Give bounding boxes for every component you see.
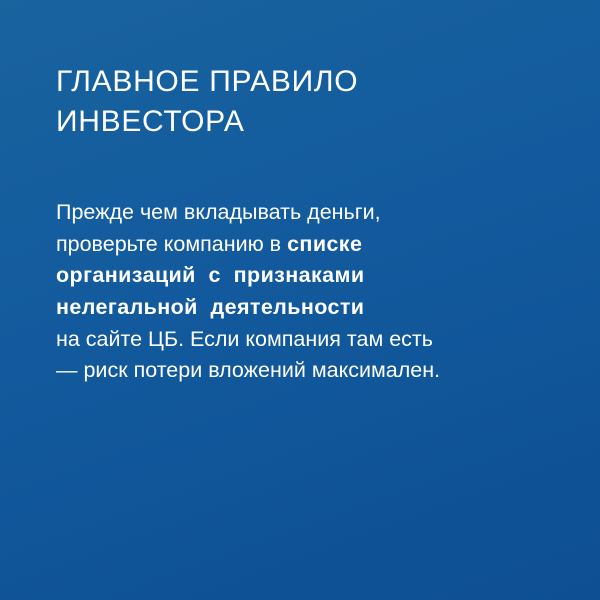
body-line-1-text: Прежде чем вкладывать деньги, [56,200,381,225]
body-line-4-text: нелегальной деятельности [56,294,365,319]
body-line-5 [56,324,548,356]
body-line-3-text: организаций с признаками [56,263,365,288]
body-line-3 [56,260,548,292]
page-title: ГЛАВНОЕ ПРАВИЛО ИНВЕСТОРА [56,65,359,138]
body-line-2-text: проверьте компанию в [56,231,288,256]
body-line-1 [56,197,548,229]
body-line-2-emphasis: списке [287,231,363,256]
body-line-6-text: — риск потери вложений максимален. [56,358,441,383]
body-text [56,197,548,387]
body-line-2 [56,229,548,261]
body-line-5-text: на сайте ЦБ. Если компания там есть [56,326,433,351]
body-line-6 [56,355,548,387]
body-line-4 [56,292,548,324]
